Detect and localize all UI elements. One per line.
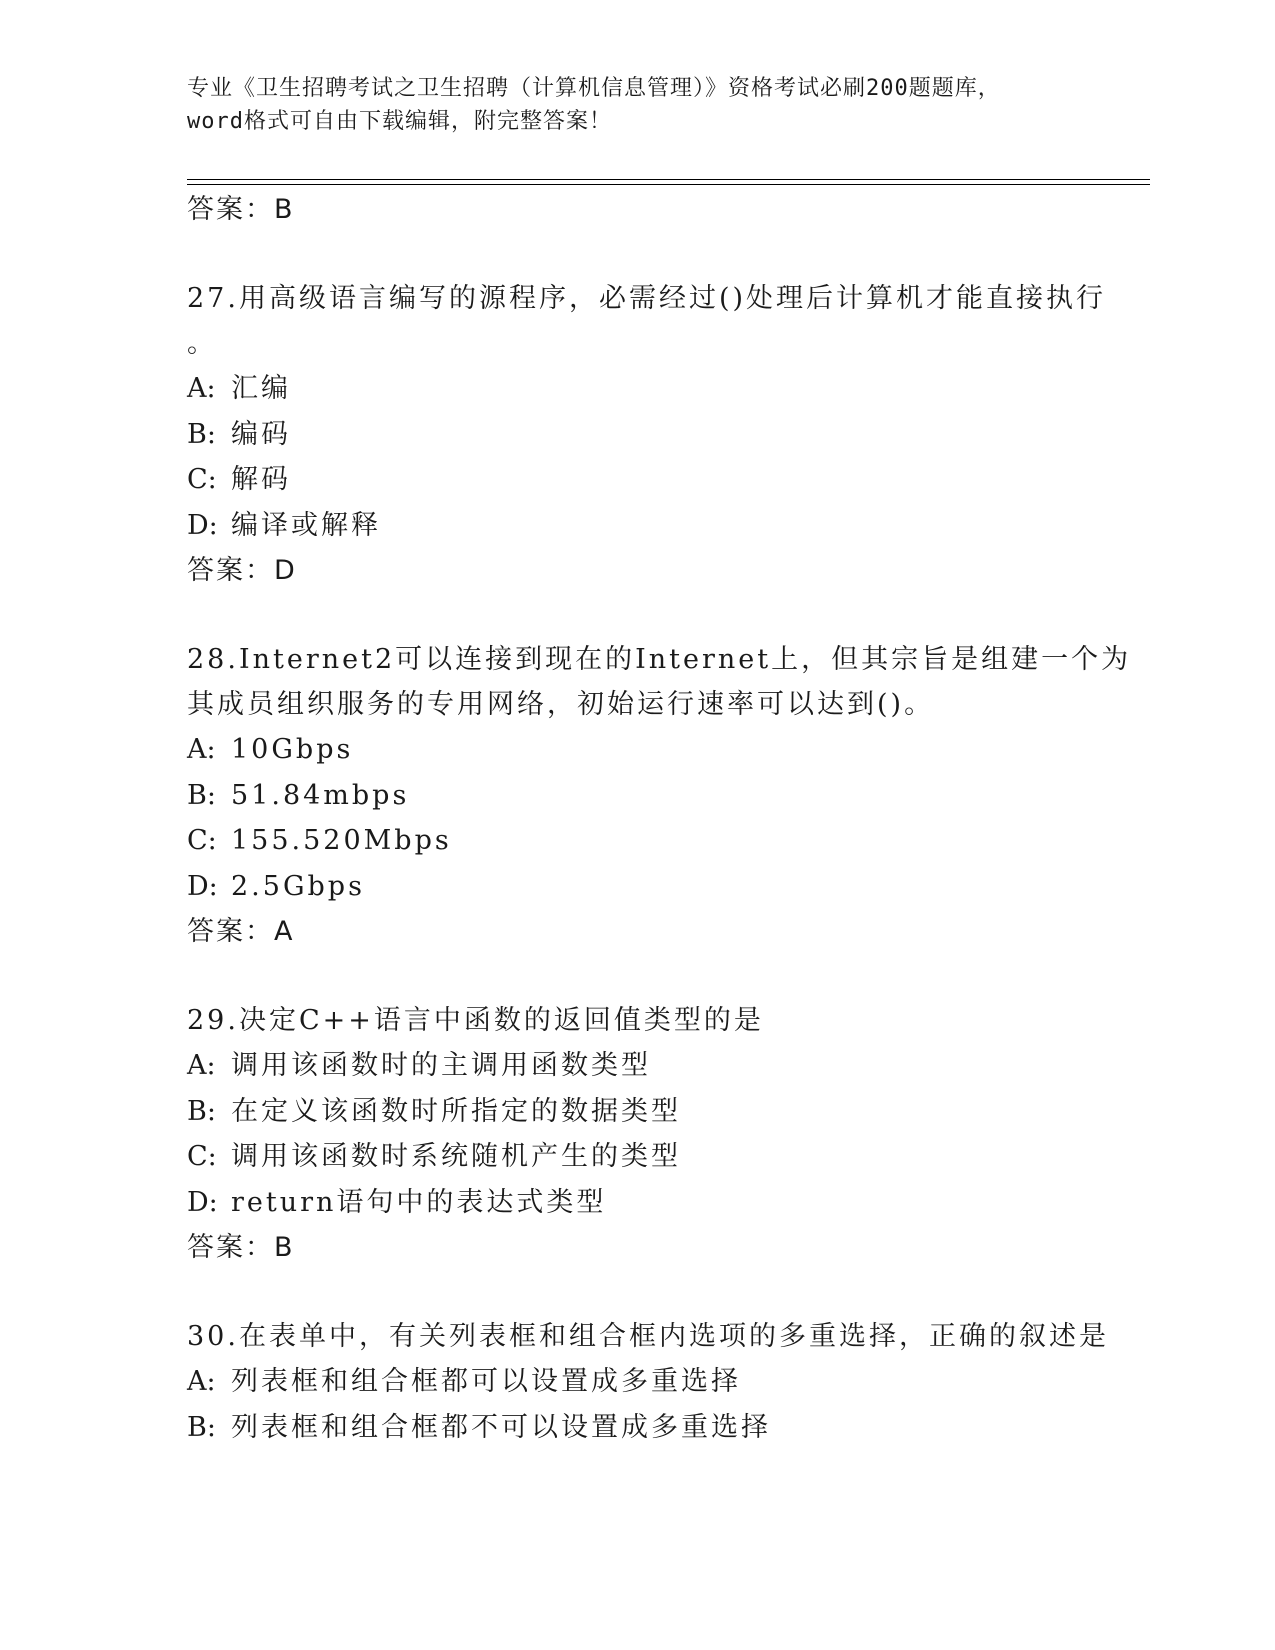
question-29-option-d (187, 1180, 1087, 1226)
option-text: 编码 (231, 418, 291, 450)
question-29-line-1: 29.决定C++语言中函数的返回值类型的是 (187, 1005, 764, 1036)
header-line-2: word格式可自由下载编辑，附完整答案！ (187, 109, 612, 134)
option-letter: B: (187, 418, 216, 450)
question-27-line-1: 27.用高级语言编写的源程序，必需经过()处理后计算机才能直接执行 (187, 283, 1107, 314)
option-text: 51.84mbps (231, 779, 410, 811)
option-text: 编译或解释 (231, 509, 381, 541)
option-letter: D: (187, 870, 218, 902)
option-letter: B: (187, 779, 216, 811)
question-29 (187, 998, 1087, 1270)
option-text: 调用该函数时的主调用函数类型 (231, 1050, 651, 1081)
option-letter: B: (187, 1095, 216, 1127)
question-27 (187, 276, 1107, 593)
question-30-option-b (187, 1405, 1087, 1451)
question-30-option-a (187, 1359, 1087, 1405)
header-rule-bottom (187, 184, 1150, 185)
option-text: return语句中的表达式类型 (231, 1186, 607, 1218)
option-text: 10Gbps (231, 734, 354, 765)
option-letter: A: (187, 373, 216, 404)
document-header (187, 72, 1087, 138)
question-27-option-d (187, 503, 1087, 549)
answer-26: 答案：B (187, 194, 295, 225)
question-28-option-a (187, 727, 1087, 773)
question-27-option-c (187, 457, 1087, 503)
option-letter: C: (187, 1141, 217, 1172)
option-text: 调用该函数时系统随机产生的类型 (231, 1141, 681, 1172)
question-28-option-d (187, 864, 1087, 910)
option-text: 汇编 (231, 373, 291, 404)
answer-28: 答案：A (187, 916, 295, 947)
option-letter: A: (187, 734, 216, 765)
question-28-option-b (187, 773, 1087, 819)
option-text: 155.520Mbps (231, 825, 452, 856)
question-29-option-b (187, 1089, 1087, 1135)
header-rule-top (187, 179, 1150, 180)
option-text: 解码 (231, 464, 291, 495)
question-27-line-2: 。 (187, 328, 217, 359)
question-27-option-b (187, 412, 1087, 458)
option-letter: C: (187, 825, 217, 856)
question-27-option-a (187, 366, 1087, 412)
header-line-1: 专业《卫生招聘考试之卫生招聘（计算机信息管理）》资格考试必刷200题题库， (187, 76, 1001, 101)
answer-29: 答案：B (187, 1232, 295, 1263)
question-28 (187, 637, 1132, 954)
question-28-option-c (187, 818, 1087, 864)
option-text: 2.5Gbps (231, 870, 365, 902)
question-28-line-2: 其成员组织服务的专用网络，初始运行速率可以达到()。 (187, 689, 935, 720)
answer-27: 答案：D (187, 555, 297, 586)
option-letter: B: (187, 1411, 216, 1443)
option-letter: C: (187, 464, 217, 495)
option-text: 在定义该函数时所指定的数据类型 (231, 1095, 681, 1127)
question-30 (187, 1314, 1109, 1450)
question-28-line-1: 28.Internet2可以连接到现在的Internet上，但其宗旨是组建一个为 (187, 644, 1132, 675)
question-list (187, 187, 1132, 1450)
option-text: 列表框和组合框都不可以设置成多重选择 (231, 1411, 771, 1443)
option-letter: A: (187, 1366, 216, 1397)
option-letter: D: (187, 1186, 218, 1218)
question-29-option-a (187, 1043, 1087, 1089)
option-letter: D: (187, 509, 218, 541)
option-letter: A: (187, 1050, 216, 1081)
question-30-line-1: 30.在表单中，有关列表框和组合框内选项的多重选择，正确的叙述是 (187, 1321, 1109, 1352)
question-29-option-c (187, 1134, 1087, 1180)
option-text: 列表框和组合框都可以设置成多重选择 (231, 1366, 741, 1397)
